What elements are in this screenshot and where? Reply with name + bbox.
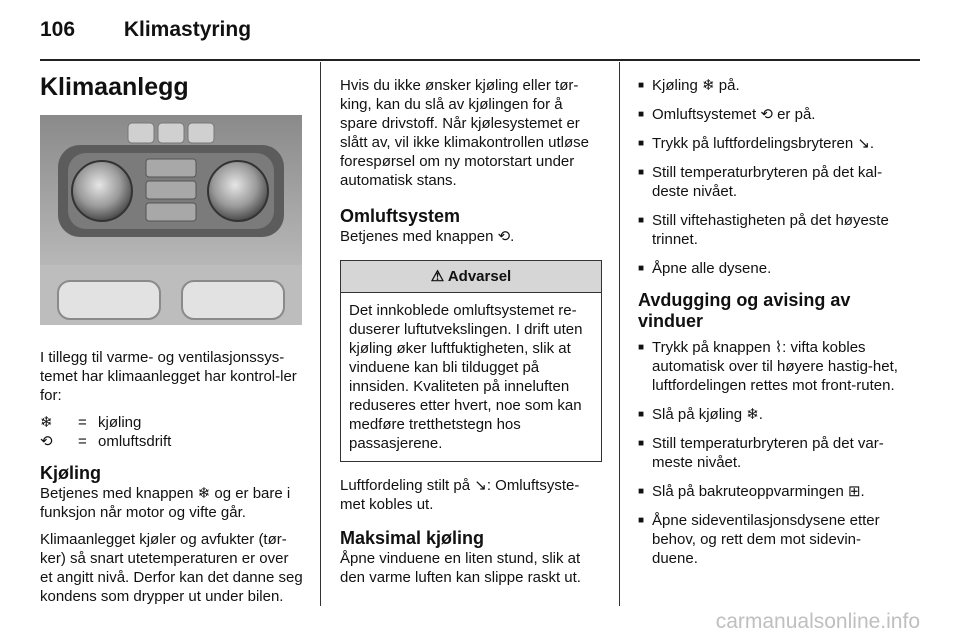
watermark: carmanualsonline.info (715, 610, 920, 633)
list-item: ■ Trykk på luftfordelingsbryteren ↘. (638, 134, 906, 153)
column-3 (638, 76, 906, 578)
defog-steps (638, 338, 906, 568)
list-item: ■ Åpne alle dysene. (638, 259, 906, 278)
column-2 (340, 76, 602, 595)
cooling-heading: Kjøling (40, 463, 101, 483)
page-title: Klimaanlegg (40, 73, 189, 101)
warning-body: Det innkoblede omluftsystemet re-duserer luftutvekslingen. I drift uten kjøling øker luftfuktigheten, slik at vinduene kan bli tildugget på innsiden. Kvaliteten på inneluften reduseres etter hvert, noe som kan medføre tretthetstegn hos passasjerene. (349, 302, 583, 452)
recirculation-text: Betjenes med knappen ⟲. (340, 228, 515, 245)
cooling-off-paragraph: Hvis du ikke ønsker kjøling eller tør-king, kan du slå av kjølingen for å spare drivstoff. Når kjølesystemet er slått av, vil ikke klimakontrollen utløse forespørsel om ny motorstart under automatisk stans. (340, 77, 589, 189)
cooling-paragraph-2: Klimaanlegget kjøler og avfukter (tør-ker) så snart utetemperaturen er over et angitt nivå. Derfor kan det danne seg kondens som drypper ut under bilen. (40, 531, 303, 605)
defog-heading: Avdugging og avising av vinduer (638, 290, 851, 331)
list-item: ■ Omluftsystemet ⟲ er på. (638, 105, 906, 124)
warning-header (341, 261, 601, 293)
definition-label: kjøling (98, 414, 142, 431)
page-number: 106 (40, 18, 76, 41)
header-rule (40, 59, 920, 61)
cooling-paragraph-1: Betjenes med knappen ❄ og er bare i funksjon når motor og vifte går. (40, 485, 291, 521)
max-cooling-heading: Maksimal kjøling (340, 528, 485, 548)
equals-sign: = (78, 433, 87, 450)
definition-cooling (40, 413, 305, 432)
recirculation-heading: Omluftsystem (340, 206, 461, 226)
equals-sign: = (78, 414, 87, 431)
definition-label: omluftsdrift (98, 433, 172, 450)
list-item: ■ Still temperaturbryteren på det var-meste nivået. (638, 434, 906, 472)
snowflake-icon: ❄ (40, 414, 53, 431)
max-cooling-text: Åpne vinduene en liten stund, slik at den varme luften kan slippe raskt ut. (340, 550, 581, 586)
column-divider-1 (320, 62, 321, 606)
list-item: ■ Åpne sideventilasjonsdysene etter behov, og rett dem mot sidevin-duene. (638, 511, 906, 568)
climate-control-panel-photo (40, 115, 302, 325)
list-item: ■ Trykk på knappen ⌇: vifta kobles automatisk over til høyere hastig-het, luftfordelingen rettes mot front-ruten. (638, 338, 906, 395)
warning-icon: ⚠ (430, 268, 448, 285)
column-divider-2 (619, 62, 620, 606)
intro-text: I tillegg til varme- og ventilasjonssys-temet har klimaanlegget har kontrol-ler for: (40, 349, 297, 404)
page-header (40, 18, 251, 42)
warning-title: Advarsel (447, 268, 512, 285)
warning-box (340, 260, 602, 462)
definition-list (40, 413, 305, 451)
list-item: ■ Slå på bakruteoppvarmingen ⊞. (638, 482, 906, 501)
definition-recirculation (40, 432, 305, 451)
column-1 (40, 70, 305, 614)
list-item: ■ Still temperaturbryteren på det kal-deste nivået. (638, 163, 906, 201)
list-item: ■ Still viftehastigheten på det høyeste trinnet. (638, 211, 906, 249)
section-title: Klimastyring (123, 18, 252, 41)
max-cooling-steps (638, 76, 906, 278)
recirculation-icon: ⟲ (40, 433, 53, 450)
air-distribution-text: Luftfordeling stilt på ↘: Omluftsyste-met kobles ut. (340, 477, 580, 513)
list-item: ■ Slå på kjøling ❄. (638, 405, 906, 424)
list-item: ■ Kjøling ❄ på. (638, 76, 906, 95)
